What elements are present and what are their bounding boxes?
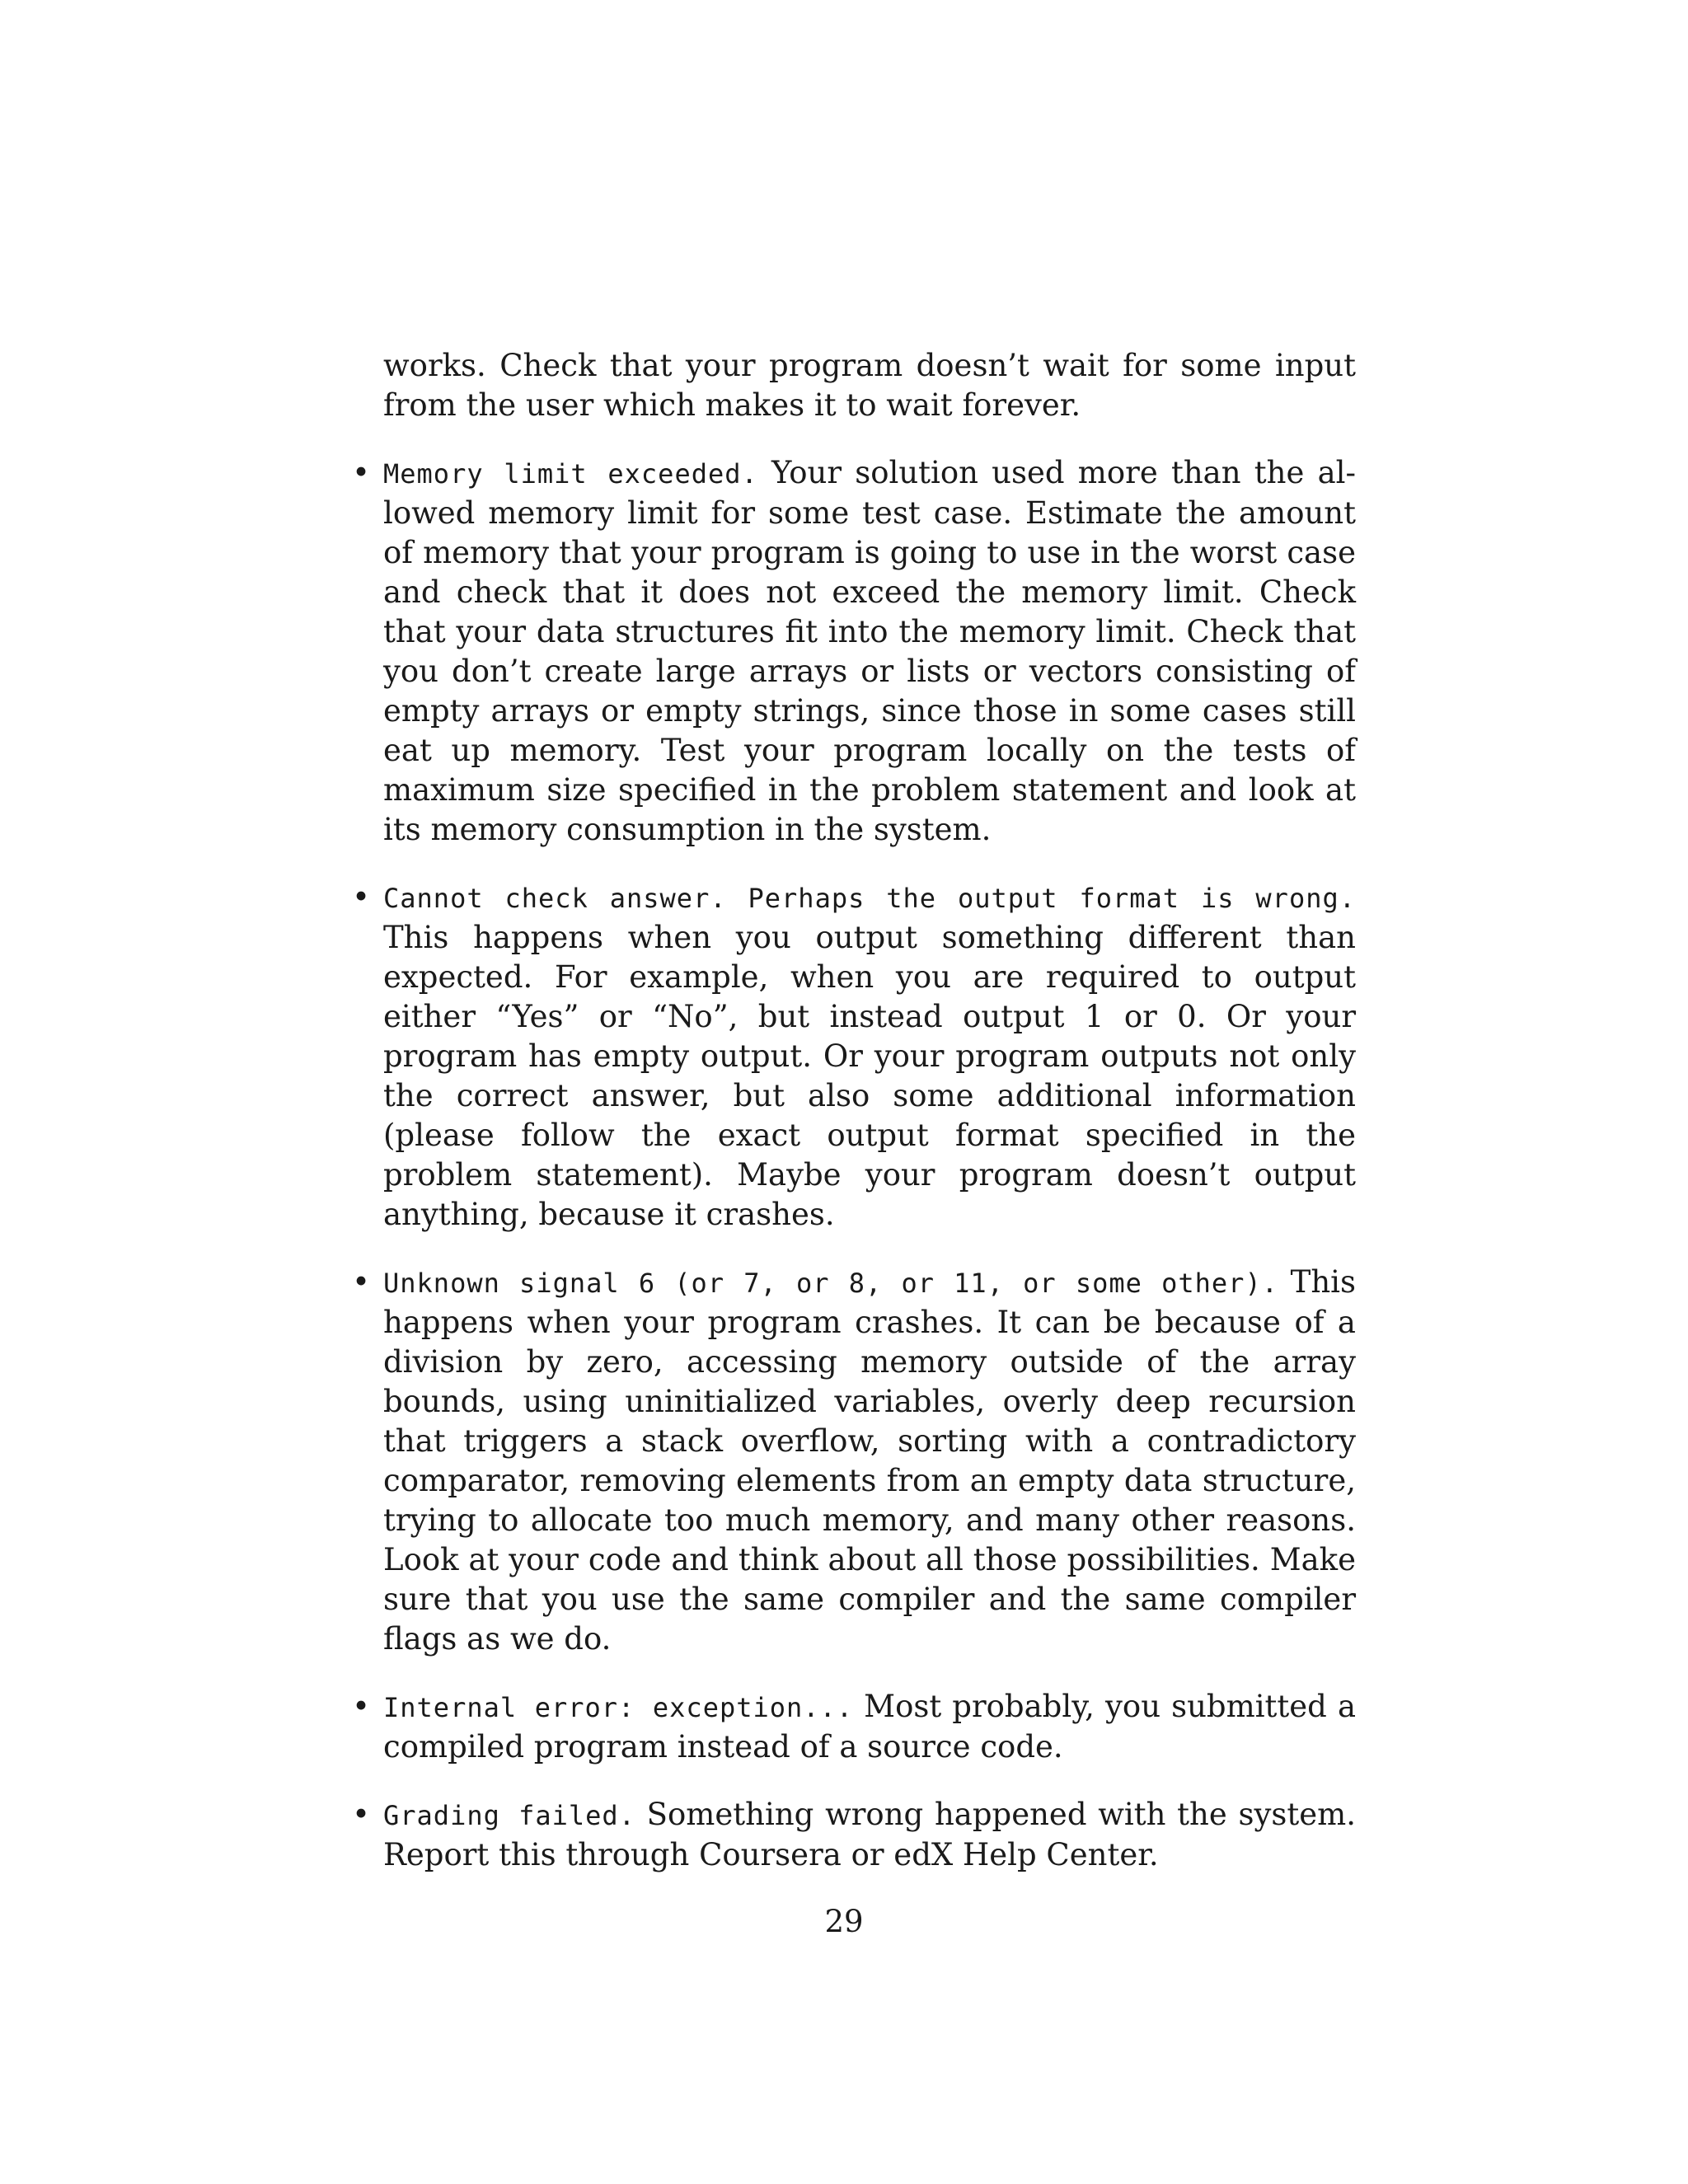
page-number: 29 bbox=[824, 1904, 864, 1939]
error-code: Grading failed. bbox=[383, 1800, 635, 1831]
error-description: This happens when you output something different than expected. For example, when you are required to output either “Yes” or “No”, but instead output 1 or 0. Or your program has empty output. Or your program outputs not only the correct answer, but also some additional information (please follow the exact output format specified in the problem statement). Maybe your program doesn’t output anything, because it crashes. bbox=[383, 920, 1356, 1232]
list-item-memory-limit bbox=[352, 453, 1357, 850]
list-item-text bbox=[383, 1795, 1356, 1875]
bullet-icon: • bbox=[352, 1264, 370, 1300]
list-item-text bbox=[383, 878, 1356, 1235]
error-description: This happens when your program crashes. It can be because of a division by zero, accessing memory outside of the array bounds, using uninitialized variables, overly deep recursion that triggers a stack overflow, sorting with a contradictory comparator, removing elements from an empty data structure, trying to allocate too much memory, and many other reasons. Look at your code and think about all those possibilities. Make sure that you use the same compiler and the same compiler flags as we do. bbox=[383, 1264, 1356, 1657]
error-description: Most probably, you submitted a compiled program instead of a source code. bbox=[383, 1689, 1357, 1765]
error-list bbox=[352, 453, 1357, 1875]
bullet-icon: • bbox=[352, 879, 370, 915]
list-item-grading-failed bbox=[352, 1795, 1356, 1875]
list-item-text bbox=[383, 453, 1356, 850]
list-item-text bbox=[383, 1687, 1356, 1767]
bullet-icon: • bbox=[352, 1797, 370, 1832]
list-item-unknown-signal bbox=[352, 1263, 1356, 1659]
error-code: Internal error: exception... bbox=[383, 1692, 854, 1723]
error-description: Something wrong happened with the system. Report this through Coursera or edX Help Center. bbox=[383, 1797, 1356, 1872]
body-text bbox=[352, 346, 1357, 1903]
intro-paragraph: works. Check that your program doesn’t wait for some input from the user which makes it to wait forever. bbox=[383, 348, 1356, 423]
list-item-text bbox=[383, 1263, 1356, 1659]
error-code: Cannot check answer. Perhaps the output format is wrong. bbox=[383, 883, 1356, 914]
bullet-icon: • bbox=[352, 1689, 370, 1724]
list-item-internal-error bbox=[352, 1687, 1357, 1767]
bullet-icon: • bbox=[352, 455, 370, 490]
error-description: Your solution used more than the allowed memory limit for some test case. Estimate the amount of memory that your program is going to use in the worst case and check that it does not exceed the memory limit. Check that your data structures fit into the memory limit. Check that you don’t create large arrays or lists or vectors consisting of empty arrays or empty strings, since those in some cases still eat up memory. Test your program locally on the tests of maximum size specified in the problem statement and look at its memory consumption in the system. bbox=[383, 455, 1357, 847]
error-code: Memory limit exceeded. bbox=[383, 458, 758, 490]
error-code: Unknown signal 6 (or 7, or 8, or 11, or some other). bbox=[383, 1268, 1278, 1299]
list-item-cannot-check bbox=[352, 878, 1356, 1235]
